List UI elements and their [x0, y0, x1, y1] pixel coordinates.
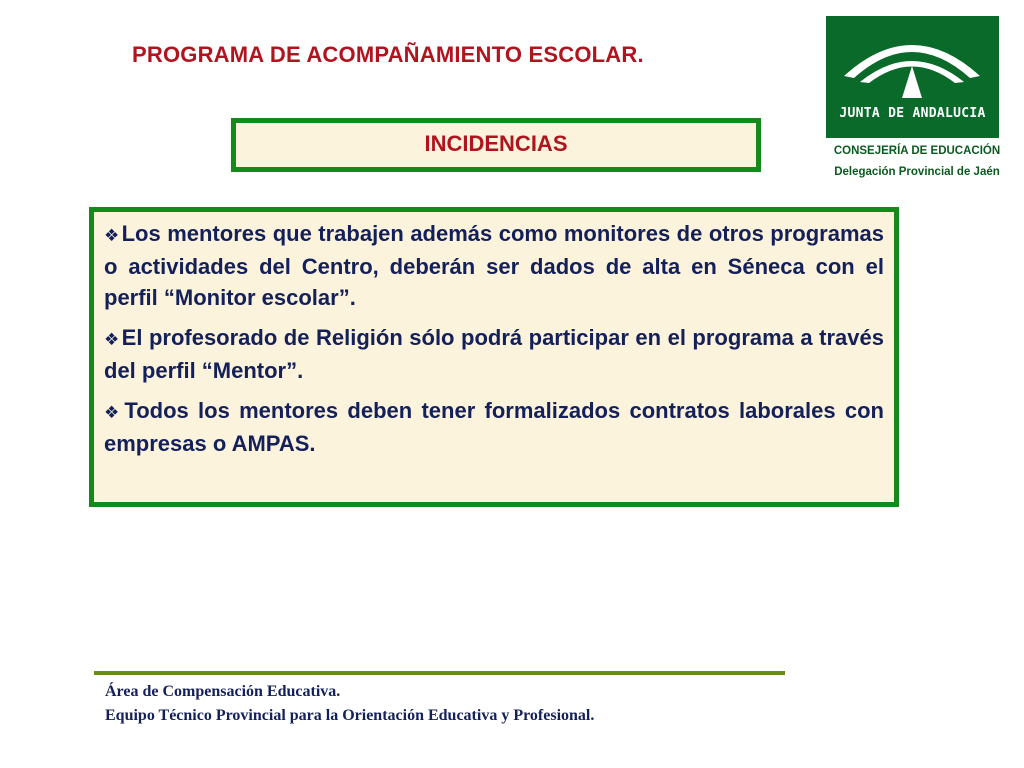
- junta-andalucia-logo: [826, 16, 999, 138]
- slide-title: PROGRAMA DE ACOMPAÑAMIENTO ESCOLAR.: [132, 42, 644, 67]
- bullet-text: El profesorado de Religión sólo podrá participar en el programa a través del perfil “Mentor”.: [104, 325, 884, 383]
- content-box: [89, 207, 899, 507]
- diamond-star-icon: ❖: [104, 403, 123, 422]
- footer-divider: [94, 671, 785, 675]
- department-name: CONSEJERÍA DE EDUCACIÓN: [833, 145, 1001, 157]
- bullet-list: [104, 218, 884, 468]
- bullet-item: [104, 218, 884, 313]
- bullet-text: Todos los mentores deben tener formalizados contratos laborales con empresas o AMPAS.: [104, 398, 884, 456]
- diamond-star-icon: ❖: [104, 226, 120, 245]
- footer-area: Área de Compensación Educativa.: [105, 683, 341, 700]
- bullet-text: Los mentores que trabajen además como monitores de otros programas o actividades del Centro, deberán ser dados de alta en Séneca con el perfil “Monitor escolar”.: [104, 221, 884, 310]
- logo-text: JUNTA DE ANDALUCIA: [839, 106, 986, 121]
- bullet-item: [104, 395, 884, 459]
- section-heading: INCIDENCIAS: [424, 131, 568, 156]
- footer-team: Equipo Técnico Provincial para la Orientación Educativa y Profesional.: [105, 707, 595, 724]
- diamond-star-icon: ❖: [104, 330, 120, 349]
- section-heading-box: [231, 118, 761, 172]
- bullet-item: [104, 322, 884, 386]
- delegation-name: Delegación Provincial de Jaén: [834, 166, 1000, 178]
